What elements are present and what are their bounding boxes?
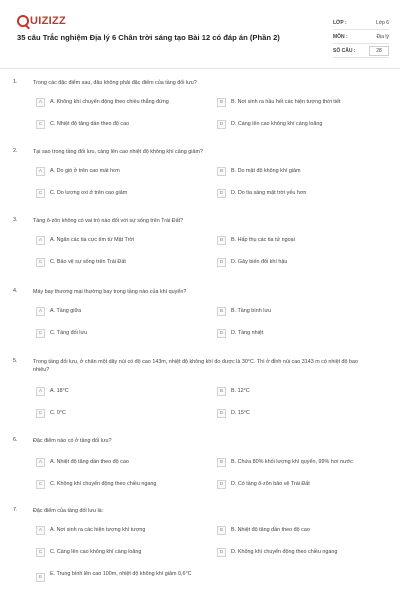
option-b[interactable] — [217, 307, 393, 316]
option-text: C. Do lượng oxi ở trên cao giảm — [50, 190, 128, 196]
option-text: C. Càng lên cao không khí càng loãng — [50, 549, 142, 555]
option-d[interactable] — [217, 548, 393, 557]
option-letter-box: D — [217, 409, 226, 418]
option-text: D. Tầng nhiệt — [231, 330, 264, 336]
option-letter-box: B — [217, 167, 226, 176]
option-c[interactable] — [36, 189, 206, 198]
option-text: B. Nơi sinh ra hầu hết các hiện tượng thời tiết — [231, 99, 341, 105]
option-letter-box: B — [217, 236, 226, 245]
option-letter-box: D — [217, 329, 226, 338]
option-a[interactable] — [36, 307, 206, 316]
meta-class-label: LỚP : — [333, 19, 347, 26]
option-letter-box: D — [217, 258, 226, 267]
quizizz-logo — [17, 14, 87, 28]
option-d[interactable] — [217, 120, 393, 129]
option-text: A. Nơi sinh ra các hiện tượng khí tượng — [50, 527, 146, 533]
option-text: D. Do tia sáng mặt trời yếu hơn — [231, 190, 307, 196]
question-text: Đặc điểm nào có ở tầng đối lưu? — [33, 438, 112, 444]
option-text: A. Không khí chuyển động theo chiều thẳng đứng — [50, 99, 169, 105]
option-c[interactable] — [36, 480, 206, 489]
option-text: B. Tầng bình lưu — [231, 308, 272, 314]
option-letter-box: C — [36, 258, 45, 267]
option-b[interactable] — [217, 458, 393, 467]
option-c[interactable] — [36, 258, 206, 267]
question-text: Tại sao trong tầng đối lưu, càng lên cao nhiệt độ không khí càng giảm? — [33, 149, 203, 155]
option-text: C. Tầng đối lưu — [50, 330, 88, 336]
option-text: B. 12°C — [231, 388, 250, 394]
option-c[interactable] — [36, 329, 206, 338]
option-a[interactable] — [36, 236, 206, 245]
meta-subject-label: MÔN : — [333, 33, 348, 40]
option-b[interactable] — [217, 167, 393, 176]
option-d[interactable] — [217, 329, 393, 338]
option-a[interactable] — [36, 458, 206, 467]
question-number: 4. — [13, 288, 18, 294]
option-letter-box: B — [217, 458, 226, 467]
question-number: 3. — [13, 217, 18, 223]
header-divider — [0, 68, 400, 69]
question-text: Trong tầng đối lưu, ở chân một dãy núi có độ cao 143m, nhiệt độ không khí đo được là 30°C. Thì ở đỉnh núi cao 3143 m có nhiệt độ bao nhiêu? — [33, 359, 359, 373]
question-number: 5. — [13, 358, 18, 364]
option-letter-box: C — [36, 548, 45, 557]
option-letter-box: B — [217, 387, 226, 396]
option-letter-box: C — [36, 329, 45, 338]
option-text: A. Tầng giữa — [50, 308, 82, 314]
option-text: D. Càng lên cao không khí càng loãng — [231, 121, 323, 127]
option-b[interactable] — [217, 236, 393, 245]
option-b[interactable] — [217, 526, 393, 535]
question-number: 1. — [13, 79, 18, 85]
option-text: A. Do gió ở trên cao mát hơn — [50, 168, 120, 174]
option-letter-box: A — [36, 307, 45, 316]
question-number: 6. — [13, 437, 18, 443]
question-text: Tầng ô-zôn không có vai trò nào đối với sự sống trên Trái Đất? — [33, 218, 184, 224]
option-letter-box: D — [217, 120, 226, 129]
question-text: Đặc điểm của tầng đối lưu là: — [33, 508, 104, 514]
option-letter-box: A — [36, 98, 45, 107]
option-b[interactable] — [217, 387, 393, 396]
option-letter-box: C — [36, 480, 45, 489]
option-letter-box: B — [217, 98, 226, 107]
logo-text: UIZIZZ — [30, 15, 67, 27]
option-a[interactable] — [36, 526, 206, 535]
option-letter-box: C — [36, 120, 45, 129]
option-b[interactable] — [217, 98, 393, 107]
option-text: B. Chứa 80% khối lượng khí quyển, 99% hơi nước — [231, 459, 353, 465]
option-a[interactable] — [36, 98, 206, 107]
question-text: Máy bay thương mại thường bay trong tầng nào của khí quyển? — [33, 289, 187, 295]
option-text: A. Ngăn các tia cực tím từ Mặt Trời — [50, 237, 135, 243]
option-c[interactable] — [36, 409, 206, 418]
option-letter-box: A — [36, 526, 45, 535]
option-text: C. 0°C — [50, 410, 66, 416]
option-letter-box: D — [217, 548, 226, 557]
option-text: E. Trung bình lên cao 100m, nhiệt độ không khí giảm 0,6°C — [50, 571, 192, 577]
logo-q-icon — [17, 15, 29, 27]
option-text: C. Bảo vệ sự sống trên Trái Đất — [50, 259, 126, 265]
question-number: 7. — [13, 507, 18, 513]
option-c[interactable] — [36, 120, 206, 129]
option-letter-box: D — [217, 189, 226, 198]
option-text: B. Do mật độ không khí giảm — [231, 168, 301, 174]
meta-class-row — [333, 16, 389, 30]
option-d[interactable] — [217, 258, 393, 267]
option-a[interactable] — [36, 387, 206, 396]
option-letter-box: B — [217, 307, 226, 316]
option-text: C. Nhiệt độ tăng dần theo độ cao — [50, 121, 130, 127]
option-letter-box: C — [36, 189, 45, 198]
meta-subject-row — [333, 30, 389, 44]
option-d[interactable] — [217, 189, 393, 198]
option-letter-box: E — [36, 573, 45, 582]
worksheet-meta — [333, 16, 389, 58]
option-text: D. Gây biến đổi khí hậu — [231, 259, 288, 265]
document-header — [0, 0, 400, 68]
option-e[interactable] — [36, 570, 196, 582]
option-a[interactable] — [36, 167, 206, 176]
option-text: D. Không khí chuyển động theo chiều ngang — [231, 549, 338, 555]
question-number: 2. — [13, 148, 18, 154]
option-c[interactable] — [36, 548, 206, 557]
meta-subject-value: Địa lý — [376, 33, 389, 40]
option-letter-box: B — [217, 526, 226, 535]
meta-count-row — [333, 44, 389, 58]
meta-count-label: SỐ CÂU : — [333, 47, 356, 54]
option-text: B. Nhiệt độ tăng dần theo độ cao — [231, 527, 310, 533]
option-text: D. Có tầng ô-zôn bảo vệ Trái Đất — [231, 481, 310, 487]
option-text: D. 15°C — [231, 410, 250, 416]
meta-count-value: 28 — [369, 46, 389, 56]
option-letter-box: A — [36, 458, 45, 467]
option-text: B. Hấp thụ các tia tử ngoại — [231, 237, 295, 243]
option-letter-box: A — [36, 387, 45, 396]
page-title: 35 câu Trắc nghiệm Địa lý 6 Chân trời sáng tạo Bài 12 có đáp án (Phần 2) — [17, 33, 280, 42]
option-d[interactable] — [217, 409, 393, 418]
option-letter-box: D — [217, 480, 226, 489]
option-letter-box: A — [36, 236, 45, 245]
question-text: Trong các đặc điểm sau, đâu không phải đặc điểm của tầng đối lưu? — [33, 80, 197, 86]
option-d[interactable] — [217, 480, 393, 489]
option-text: C. Không khí chuyển động theo chiều ngang — [50, 481, 157, 487]
option-letter-box: A — [36, 167, 45, 176]
option-text: A. Nhiệt độ tăng dần theo độ cao — [50, 459, 129, 465]
option-text: A. 18°C — [50, 388, 69, 394]
meta-class-value: Lớp 6 — [375, 19, 389, 26]
option-letter-box: C — [36, 409, 45, 418]
